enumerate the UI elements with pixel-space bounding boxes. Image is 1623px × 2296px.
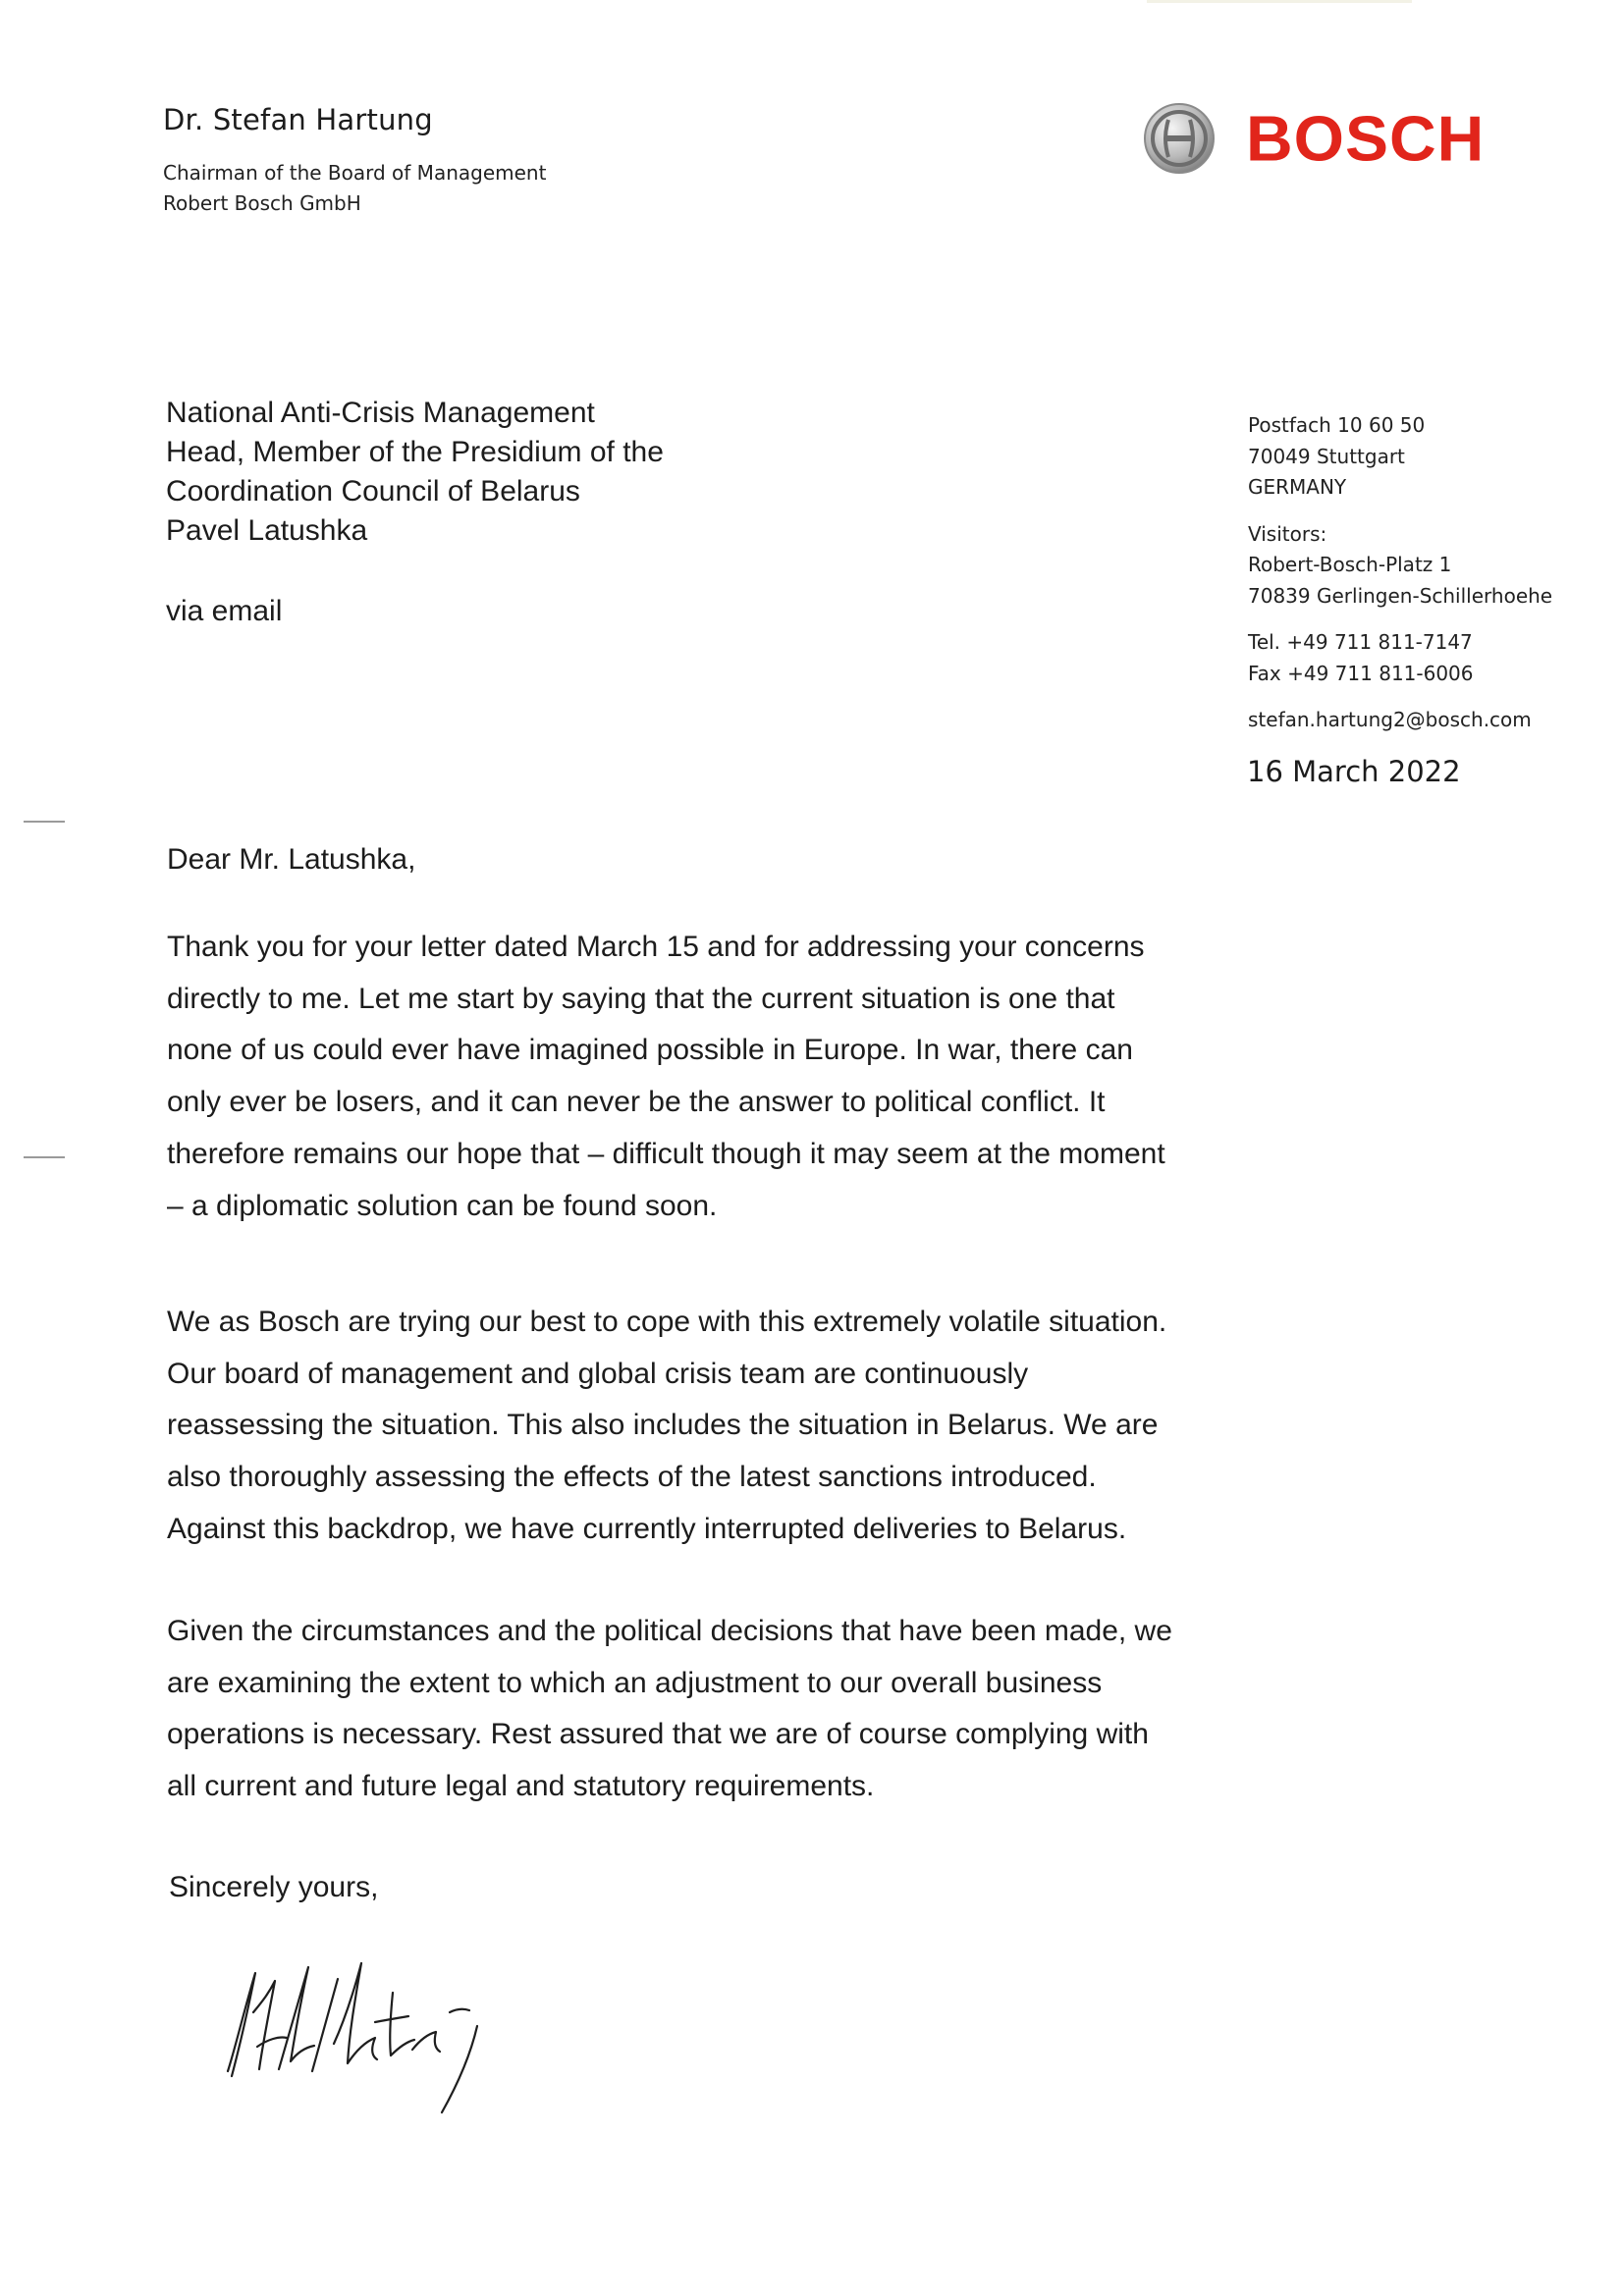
postal-line: Postfach 10 60 50 [1248,413,1426,437]
sender-company: Robert Bosch GmbH [163,191,361,215]
sender-address-column [1248,410,1552,736]
body-line: Given the circumstances and the political decisions that have been made, we [167,1615,1172,1647]
sender-block [163,103,547,219]
visitors-line: Robert-Bosch-Platz 1 [1248,553,1452,576]
body-line: – a diplomatic solution can be found soon. [167,1189,718,1222]
body-line: none of us could ever have imagined possible in Europe. In war, there can [167,1034,1133,1067]
contact-numbers [1248,627,1552,689]
body-line: therefore remains our hope that – difficult though it may seem at the moment [167,1137,1165,1170]
visitors-label: Visitors: [1248,521,1327,546]
postal-line: 70049 Stuttgart [1248,444,1405,468]
body-line: are examining the extent to which an adjustment to our overall business [167,1666,1103,1699]
visitors-address [1248,519,1552,613]
closing: Sincerely yours, [169,1871,379,1903]
recipient-line: National Anti-Crisis Management [166,397,595,429]
letter-date: 16 March 2022 [1247,755,1461,788]
body-line: reassessing the situation. This also includes the situation in Belarus. We are [167,1409,1159,1442]
bosch-wordmark: BOSCH [1246,102,1486,175]
body-line: directly to me. Let me start by saying that the current situation is one that [167,982,1115,1015]
delivery-method: via email [166,595,283,627]
body-line: We as Bosch are trying our best to cope with this extremely volatile situation. [167,1306,1167,1338]
body-line: Thank you for your letter dated March 15 and for addressing your concerns [167,931,1145,963]
email-address: stefan.hartung2@bosch.com [1248,708,1532,731]
recipient-line: Pavel Latushka [166,514,368,547]
fax: Fax +49 711 811-6006 [1248,661,1474,685]
body-paragraph [167,922,1217,1232]
sender-name: Dr. Stefan Hartung [163,103,433,136]
scan-margin-mark [24,1156,65,1158]
bosch-logo [1142,101,1485,176]
body-line: operations is necessary. Rest assured that we are of course complying with [167,1718,1149,1751]
recipient-line: Head, Member of the Presidium of the [166,436,664,468]
bosch-armature-icon [1142,101,1217,176]
postal-address [1248,410,1552,504]
scan-edge-mark [1147,0,1412,3]
body-line: Our board of management and global crisis team are continuously [167,1357,1029,1390]
body-line: all current and future legal and statutory requirements. [167,1770,875,1803]
salutation: Dear Mr. Latushka, [167,843,416,876]
visitors-line: 70839 Gerlingen-Schillerhoehe [1248,583,1553,608]
recipient-block [166,394,664,551]
telephone: Tel. +49 711 811-7147 [1248,630,1473,654]
handwritten-signature [218,1953,513,2120]
sender-title: Chairman of the Board of Management [163,161,547,185]
body-paragraph [167,1297,1217,1556]
postal-line: GERMANY [1248,475,1347,499]
body-line: only ever be losers, and it can never be the answer to political conflict. It [167,1086,1106,1119]
body-paragraph [167,1606,1217,1813]
recipient-line: Coordination Council of Belarus [166,475,580,507]
body-line: Against this backdrop, we have currently interrupted deliveries to Belarus. [167,1512,1127,1545]
scan-margin-mark [24,821,65,823]
body-line: also thoroughly assessing the effects of the latest sanctions introduced. [167,1461,1097,1494]
